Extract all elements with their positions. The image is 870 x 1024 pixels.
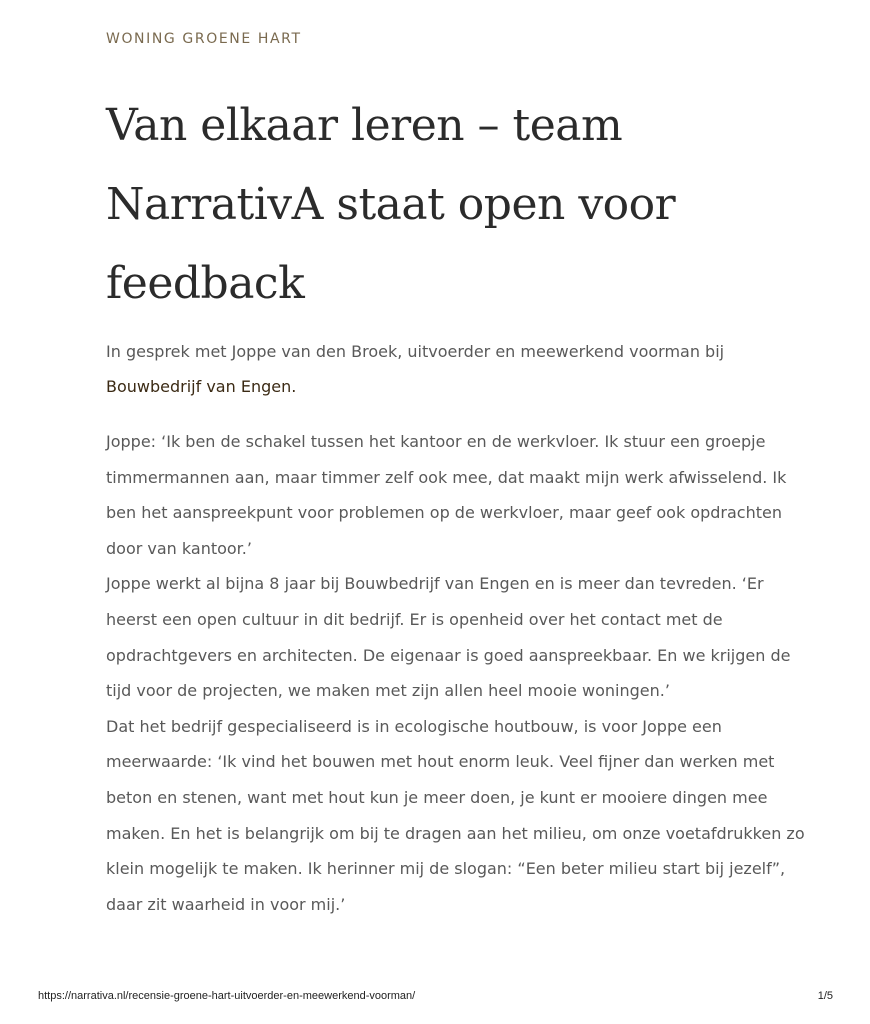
article-body [106, 424, 806, 922]
paragraph: Joppe: ‘Ik ben de schakel tussen het kantoor en de werkvloer. Ik stuur een groepje timmermannen aan, maar timmer zelf ook mee, dat maakt mijn werk afwisselend. Ik ben het aanspreekpunt voor problemen op de werkvloer, maar geef ook opdrachten door van kantoor.’ [106, 432, 787, 558]
print-page-number: 1/5 [817, 990, 833, 1002]
category-kicker: WONING GROENE HART [106, 31, 302, 47]
article-intro [106, 334, 796, 404]
intro-text: In gesprek met Joppe van den Broek, uitvoerder en meewerkend voorman bij [106, 342, 725, 361]
paragraph: Joppe werkt al bijna 8 jaar bij Bouwbedrijf van Engen en is meer dan tevreden. ‘Er heerst een open cultuur in dit bedrijf. Er is openheid over het contact met de opdrachtgevers en architecten. De eigenaar is goed aanspreekbaar. En we krijgen de tijd voor de projecten, we maken met zijn allen heel mooie woningen.’ [106, 574, 791, 701]
article-title: Van elkaar leren – team NarrativA staat open voor feedback [106, 100, 676, 309]
paragraph: Dat het bedrijf gespecialiseerd is in ecologische houtbouw, is voor Joppe een meerwaarde: ‘Ik vind het bouwen met hout enorm leuk. Veel fijner dan werken met beton en stenen, want met hout kun je meer doen, je kunt er mooiere dingen mee maken. En het is belangrijk om bij te dragen aan het milieu, om onze voetafdrukken zo klein mogelijk te maken. Ik herinner mij de slogan: “Een beter milieu start bij jezelf”, daar zit waarheid in voor mij.’ [106, 716, 805, 914]
print-footer-url: https://narrativa.nl/recensie-groene-hart-uitvoerder-en-meewerkend-voorman/ [38, 990, 416, 1002]
company-link[interactable]: Bouwbedrijf van Engen. [106, 377, 297, 396]
